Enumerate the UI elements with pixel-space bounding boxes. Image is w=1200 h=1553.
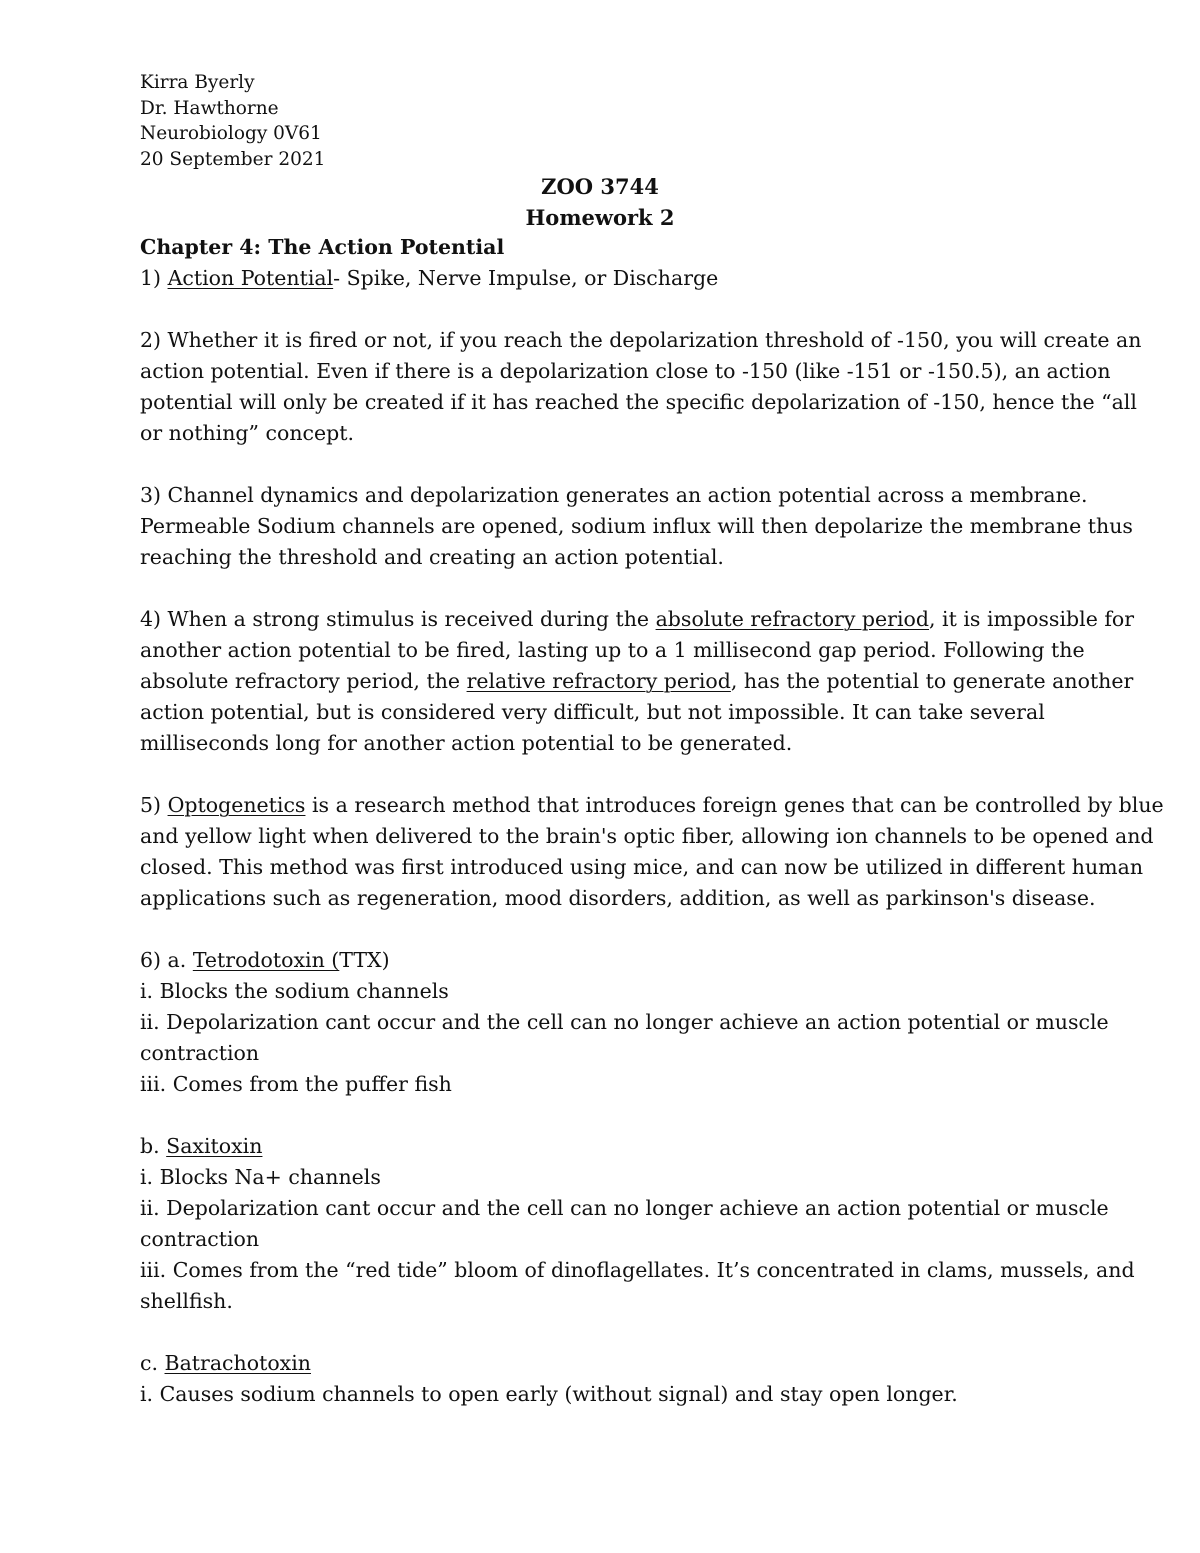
answer-6a (140, 945, 1109, 1100)
answer-text: absolute refractory period, the (140, 669, 467, 693)
answer-1 (140, 263, 1065, 294)
answer-2 (140, 325, 1142, 449)
answer-text: 4) When a strong stimulus is received during the (140, 607, 656, 631)
list-item: shellfish. (140, 1289, 233, 1313)
document-body (140, 232, 1164, 1441)
answer-5-line: closed. This method was first introduced using mice, and can now be utilized in different human (140, 855, 1144, 879)
answer-2-line: or nothing” concept. (140, 421, 355, 445)
answer-number: 1) (140, 266, 168, 290)
term-saxitoxin: Saxitoxin (166, 1134, 263, 1158)
answer-6b-heading (140, 1131, 1065, 1162)
answer-4 (140, 604, 1135, 759)
answer-text: is a research method that introduces foreign genes that can be controlled by blue (305, 793, 1164, 817)
answer-text: - Spike, Nerve Impulse, or Discharge (333, 266, 719, 290)
answer-3-line: reaching the threshold and creating an action potential. (140, 545, 724, 569)
answer-4-line: milliseconds long for another action potential to be generated. (140, 731, 793, 755)
list-item: iii. Comes from the “red tide” bloom of dinoflagellates. It’s concentrated in clams, mussels, and (140, 1258, 1135, 1282)
answer-2-line: potential will only be created if it has reached the specific depolarization of -150, hence the “all (140, 390, 1137, 414)
answer-text: , has the potential to generate another (730, 669, 1134, 693)
list-item: contraction (140, 1227, 260, 1251)
answer-6a-heading (140, 945, 1065, 976)
list-item: ii. Depolarization cant occur and the cell can no longer achieve an action potential or muscle (140, 1196, 1109, 1220)
course-name: Neurobiology 0V61 (140, 123, 322, 144)
answer-4-line (140, 666, 1134, 697)
list-item: i. Causes sodium channels to open early (without signal) and stay open longer. (140, 1382, 958, 1406)
term-optogenetics: Optogenetics (167, 793, 306, 817)
course-code: ZOO 3744 (541, 174, 659, 199)
term-relative-refractory-period: relative refractory period (466, 669, 731, 693)
answer-5-line: applications such as regeneration, mood disorders, addition, as well as parkinson's disease. (140, 886, 1096, 910)
list-item: ii. Depolarization cant occur and the cell can no longer achieve an action potential or muscle (140, 1010, 1109, 1034)
list-item: contraction (140, 1041, 260, 1065)
term-batrachotoxin: Batrachotoxin (164, 1351, 311, 1375)
term-action-potential: Action Potential (167, 266, 334, 290)
answer-text: , it is impossible for (929, 607, 1135, 631)
answer-number: c. (140, 1351, 165, 1375)
answer-4-line: action potential, but is considered very difficult, but not impossible. It can take several (140, 700, 1045, 724)
answer-3-line: 3) Channel dynamics and depolarization generates an action potential across a membrane. (140, 483, 1088, 507)
chapter-heading: Chapter 4: The Action Potential (140, 235, 505, 259)
document-date: 20 September 2021 (140, 148, 326, 170)
document-title (140, 171, 1060, 233)
list-item: i. Blocks Na+ channels (140, 1165, 381, 1189)
list-item: i. Blocks the sodium channels (140, 979, 449, 1003)
list-item: iii. Comes from the puffer fish (140, 1072, 452, 1096)
answer-3 (140, 480, 1133, 573)
answer-number: b. (140, 1134, 167, 1158)
answer-4-line: another action potential to be fired, lasting up to a 1 millisecond gap period. Following the (140, 638, 1085, 662)
term-tetrodotoxin: Tetrodotoxin ( (192, 948, 340, 972)
instructor-name: Dr. Hawthorne (140, 97, 279, 119)
term-absolute-refractory-period: absolute refractory period (655, 607, 930, 631)
answer-6c (140, 1348, 1065, 1410)
answer-4-line (140, 604, 1135, 635)
assignment-title: Homework 2 (525, 205, 675, 230)
author-name: Kirra Byerly (140, 72, 255, 93)
answer-6b (140, 1131, 1135, 1317)
answer-3-line: Permeable Sodium channels are opened, sodium influx will then depolarize the membrane thus (140, 514, 1133, 538)
answer-5 (140, 790, 1164, 914)
answer-2-line: action potential. Even if there is a depolarization close to -150 (like -151 or -150.5), an action (140, 359, 1111, 383)
answer-number: 6) a. (140, 948, 193, 972)
answer-number: 5) (140, 793, 168, 817)
document-header (140, 70, 1040, 172)
answer-1-line (140, 263, 1065, 294)
answer-5-line (140, 790, 1164, 821)
answer-5-line: and yellow light when delivered to the brain's optic fiber, allowing ion channels to be opened and (140, 824, 1154, 848)
answer-6c-heading (140, 1348, 1065, 1379)
answer-text: TTX) (339, 948, 390, 972)
answer-2-line: 2) Whether it is fired or not, if you reach the depolarization threshold of -150, you will create an (140, 328, 1142, 352)
